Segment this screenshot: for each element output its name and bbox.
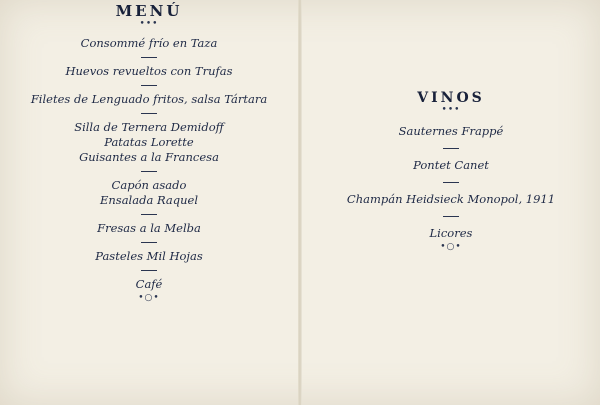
course-divider (141, 57, 157, 58)
menu-item: Fresas a la Melba (97, 221, 201, 235)
menu-item: Silla de Ternera Demidoff (74, 120, 224, 134)
menu-item: Filetes de Lenguado fritos, salsa Tártara (30, 92, 268, 106)
wine-item: Licores (429, 226, 473, 240)
course-divider (141, 171, 157, 172)
wine-item: Sauternes Frappé (398, 124, 504, 138)
title-ornament-icon: ••• (139, 19, 159, 29)
wines-end-ornament-icon: •○• (440, 242, 462, 252)
course-divider (141, 214, 157, 215)
menu-item: Guisantes a la Francesa (79, 150, 219, 164)
course-divider (141, 85, 157, 86)
wines-page (302, 0, 600, 405)
menu-item: Capón asado (111, 178, 187, 192)
menu-course (136, 277, 163, 292)
course-divider (141, 242, 157, 243)
menu-course (74, 120, 224, 165)
menu-course (81, 36, 218, 51)
menu-end-ornament-icon: •○• (138, 293, 160, 303)
menu-page (0, 0, 298, 405)
menu-item: Consommé frío en Taza (80, 36, 218, 50)
menu-course (95, 249, 203, 264)
menu-course (97, 221, 201, 236)
course-divider (141, 270, 157, 271)
wine-list (347, 124, 555, 252)
menu-item: Pasteles Mil Hojas (95, 249, 203, 263)
wine-divider (443, 216, 459, 217)
menu-item: Ensalada Raquel (100, 193, 198, 207)
menu-course (65, 64, 232, 79)
wines-title-ornament-icon: ••• (441, 105, 461, 115)
menu-item: Huevos revueltos con Trufas (65, 64, 233, 78)
menu-list (31, 36, 267, 303)
menu-item: Patatas Lorette (104, 135, 194, 149)
menu-title: MENÚ (115, 2, 183, 20)
course-divider (141, 113, 157, 114)
wine-item: Pontet Canet (413, 158, 489, 172)
wine-item: Champán Heidsieck Monopol, 1911 (346, 192, 556, 206)
menu-course (31, 92, 267, 107)
menu-item: Café (135, 277, 163, 291)
wines-title: VINOS (417, 90, 485, 106)
wine-divider (443, 182, 459, 183)
menu-course (100, 178, 198, 208)
wine-divider (443, 148, 459, 149)
